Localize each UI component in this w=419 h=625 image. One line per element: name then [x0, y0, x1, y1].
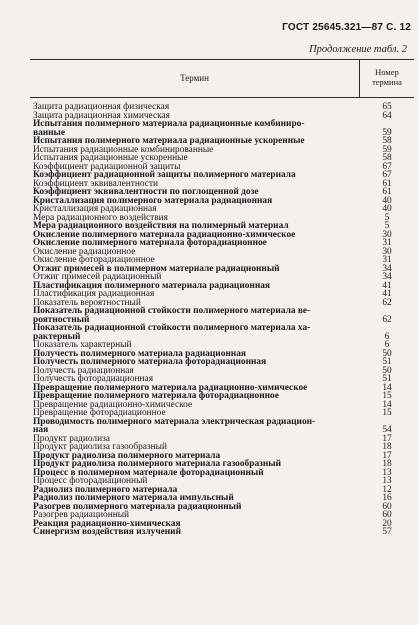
term-text: Процесс фоторадиационный	[33, 476, 148, 486]
term-number: 67	[382, 161, 392, 172]
page-header: ГОСТ 25645.321—87 С. 12	[282, 22, 411, 33]
term-text: ная	[33, 425, 49, 435]
table-row	[30, 120, 414, 137]
column-header-number	[360, 59, 414, 97]
term-text: Превращение фоторадиационное	[33, 408, 166, 418]
term-number: 34	[382, 263, 392, 274]
term-number: 40	[382, 204, 392, 214]
term-number: 54	[382, 425, 392, 435]
term-number: 40	[382, 195, 392, 206]
term-number: 31	[382, 255, 392, 265]
term-number: 17	[382, 433, 392, 444]
term-text: Коэффициент эквивалентности	[33, 178, 159, 189]
term-text: Пластификация радиационная	[33, 289, 155, 299]
term-text: Испытания полимерного материала радиационные ускоренные	[33, 136, 305, 146]
term-text: Получесть полимерного материала радиационная	[33, 348, 246, 359]
term-number: 61	[382, 178, 392, 189]
term-text: Мера радиационного воздействия	[33, 212, 168, 223]
term-text: Получесть фоторадиационная	[33, 374, 154, 384]
term-number: 18	[382, 442, 392, 452]
term-text: Продукт радиолиза газообразный	[33, 442, 167, 452]
term-number: 59	[382, 127, 392, 138]
term-number: 62	[382, 297, 392, 308]
term-text: Радиолиз полимерного материала импульсный	[33, 493, 234, 503]
term-number: 41	[382, 289, 392, 299]
term-number: 18	[382, 459, 392, 469]
term-text: Кристаллизация радиационная	[33, 204, 157, 214]
term-text: Защита радиационная химическая	[33, 110, 170, 121]
column-header-number-line1: Номер	[375, 67, 399, 78]
term-number: 64	[382, 110, 392, 121]
term-number: 13	[382, 476, 392, 486]
term-text: Реакция радиационно-химическая	[33, 518, 181, 529]
term-text: Разогрев радиационный	[33, 510, 130, 520]
term-text: Окисление радиационное	[33, 246, 136, 257]
term-number: 51	[382, 357, 392, 367]
term-text: Окисление полимерного материала фоторадиационное	[33, 238, 267, 248]
term-number: 50	[382, 348, 392, 359]
term-number: 15	[382, 391, 392, 401]
term-text: Испытания полимерного материала радиационные комбиниро-	[33, 119, 305, 129]
term-text: Окисление фоторадиационное	[33, 255, 155, 265]
term-text: Превращение полимерного материала радиационно-химическое	[33, 382, 308, 393]
term-text: Отжиг примесей радиационный	[33, 272, 162, 282]
term-number: 17	[382, 450, 392, 461]
term-number: 60	[382, 510, 392, 520]
term-text: Продукт радиолиза	[33, 433, 110, 444]
term-number: 30	[382, 246, 392, 257]
term-text: Разогрев полимерного материала радиационный	[33, 501, 242, 512]
term-number: 50	[382, 365, 392, 376]
term-text: Процесс в полимерном материале фоторадиационный	[33, 467, 264, 478]
term-text: Показатель радиационной стойкости полимерного материала ве-	[33, 306, 311, 316]
term-number: 6	[384, 340, 390, 350]
term-text: Окисление полимерного материала радиационно-химическое	[33, 229, 296, 240]
term-number: 12	[382, 484, 392, 495]
term-text: Превращение радиационно-химическое	[33, 399, 193, 410]
term-text: роятностный	[33, 314, 90, 325]
term-text: Отжиг примесей в полимерном материале радиационный	[33, 263, 280, 274]
column-header-number-line2: термина	[372, 77, 402, 87]
term-text: Продукт радиолиза полимерного материала газообразный	[33, 459, 282, 469]
term-number: 31	[382, 238, 392, 248]
term-text: Мера радиационного воздействия на полимерный материал	[33, 221, 289, 231]
term-number: 58	[382, 153, 392, 163]
term-number: 15	[382, 408, 392, 418]
term-text: Радиолиз полимерного материала	[33, 484, 178, 495]
term-text: ванные	[33, 127, 66, 138]
term-number: 59	[382, 144, 392, 155]
term-number: 57	[382, 527, 392, 537]
term-text: рактерный	[33, 331, 81, 342]
term-number: 61	[382, 187, 392, 197]
term-number: 6	[384, 331, 390, 342]
term-number: 60	[382, 501, 392, 512]
term-number: 51	[382, 374, 392, 384]
column-header-term: Термин	[180, 73, 209, 83]
term-text: Коэффициент радиационной защиты	[33, 161, 181, 172]
term-text: Показатель вероятностный	[33, 297, 141, 308]
term-text: Превращение полимерного материала фоторадиационное	[33, 391, 279, 401]
table-row	[30, 418, 414, 435]
term-text: Проводимость полимерного материала электрическая радиацион-	[33, 416, 316, 427]
table-continuation-label: Продолжение табл. 2	[309, 44, 407, 55]
term-text: Испытания радиационные ускоренные	[33, 153, 188, 163]
term-text: Синергизм воздействия излучений	[33, 527, 181, 537]
term-number: 58	[382, 136, 392, 146]
table-row	[30, 324, 414, 341]
table-row	[30, 307, 414, 324]
term-number: 62	[382, 314, 392, 325]
term-number: 65	[382, 102, 392, 112]
term-text: Показатель характерный	[33, 340, 132, 350]
term-text: Коэффициент эквивалентности по поглощенной дозе	[33, 187, 259, 197]
header-bottom-rule	[30, 97, 414, 98]
term-number: 34	[382, 272, 392, 282]
table-row	[30, 528, 414, 537]
term-text: Пластификация полимерного материала радиационная	[33, 280, 270, 291]
term-number: 67	[382, 170, 392, 180]
term-text: Испытания радиационные комбинированные	[33, 144, 214, 155]
term-text: Защита радиационная физическая	[33, 102, 170, 112]
term-number: 16	[382, 493, 392, 503]
term-text: Показатель радиационной стойкости полимерного материала ха-	[33, 323, 311, 333]
term-text: Коэффициент радиационной защиты полимерного материала	[33, 170, 296, 180]
term-number: 41	[382, 280, 392, 291]
term-number: 30	[382, 229, 392, 240]
term-number: 20	[382, 518, 392, 529]
term-number: 14	[382, 382, 392, 393]
term-number: 5	[384, 212, 390, 223]
term-number: 13	[382, 467, 392, 478]
term-text: Продукт радиолиза полимерного материала	[33, 450, 221, 461]
term-number: 5	[384, 221, 390, 231]
term-number: 14	[382, 399, 392, 410]
term-text: Кристаллизация полимерного материала радиационная	[33, 195, 273, 206]
term-text: Получесть радиационная	[33, 365, 134, 376]
term-text: Получесть полимерного материала фоторадиационная	[33, 357, 267, 367]
